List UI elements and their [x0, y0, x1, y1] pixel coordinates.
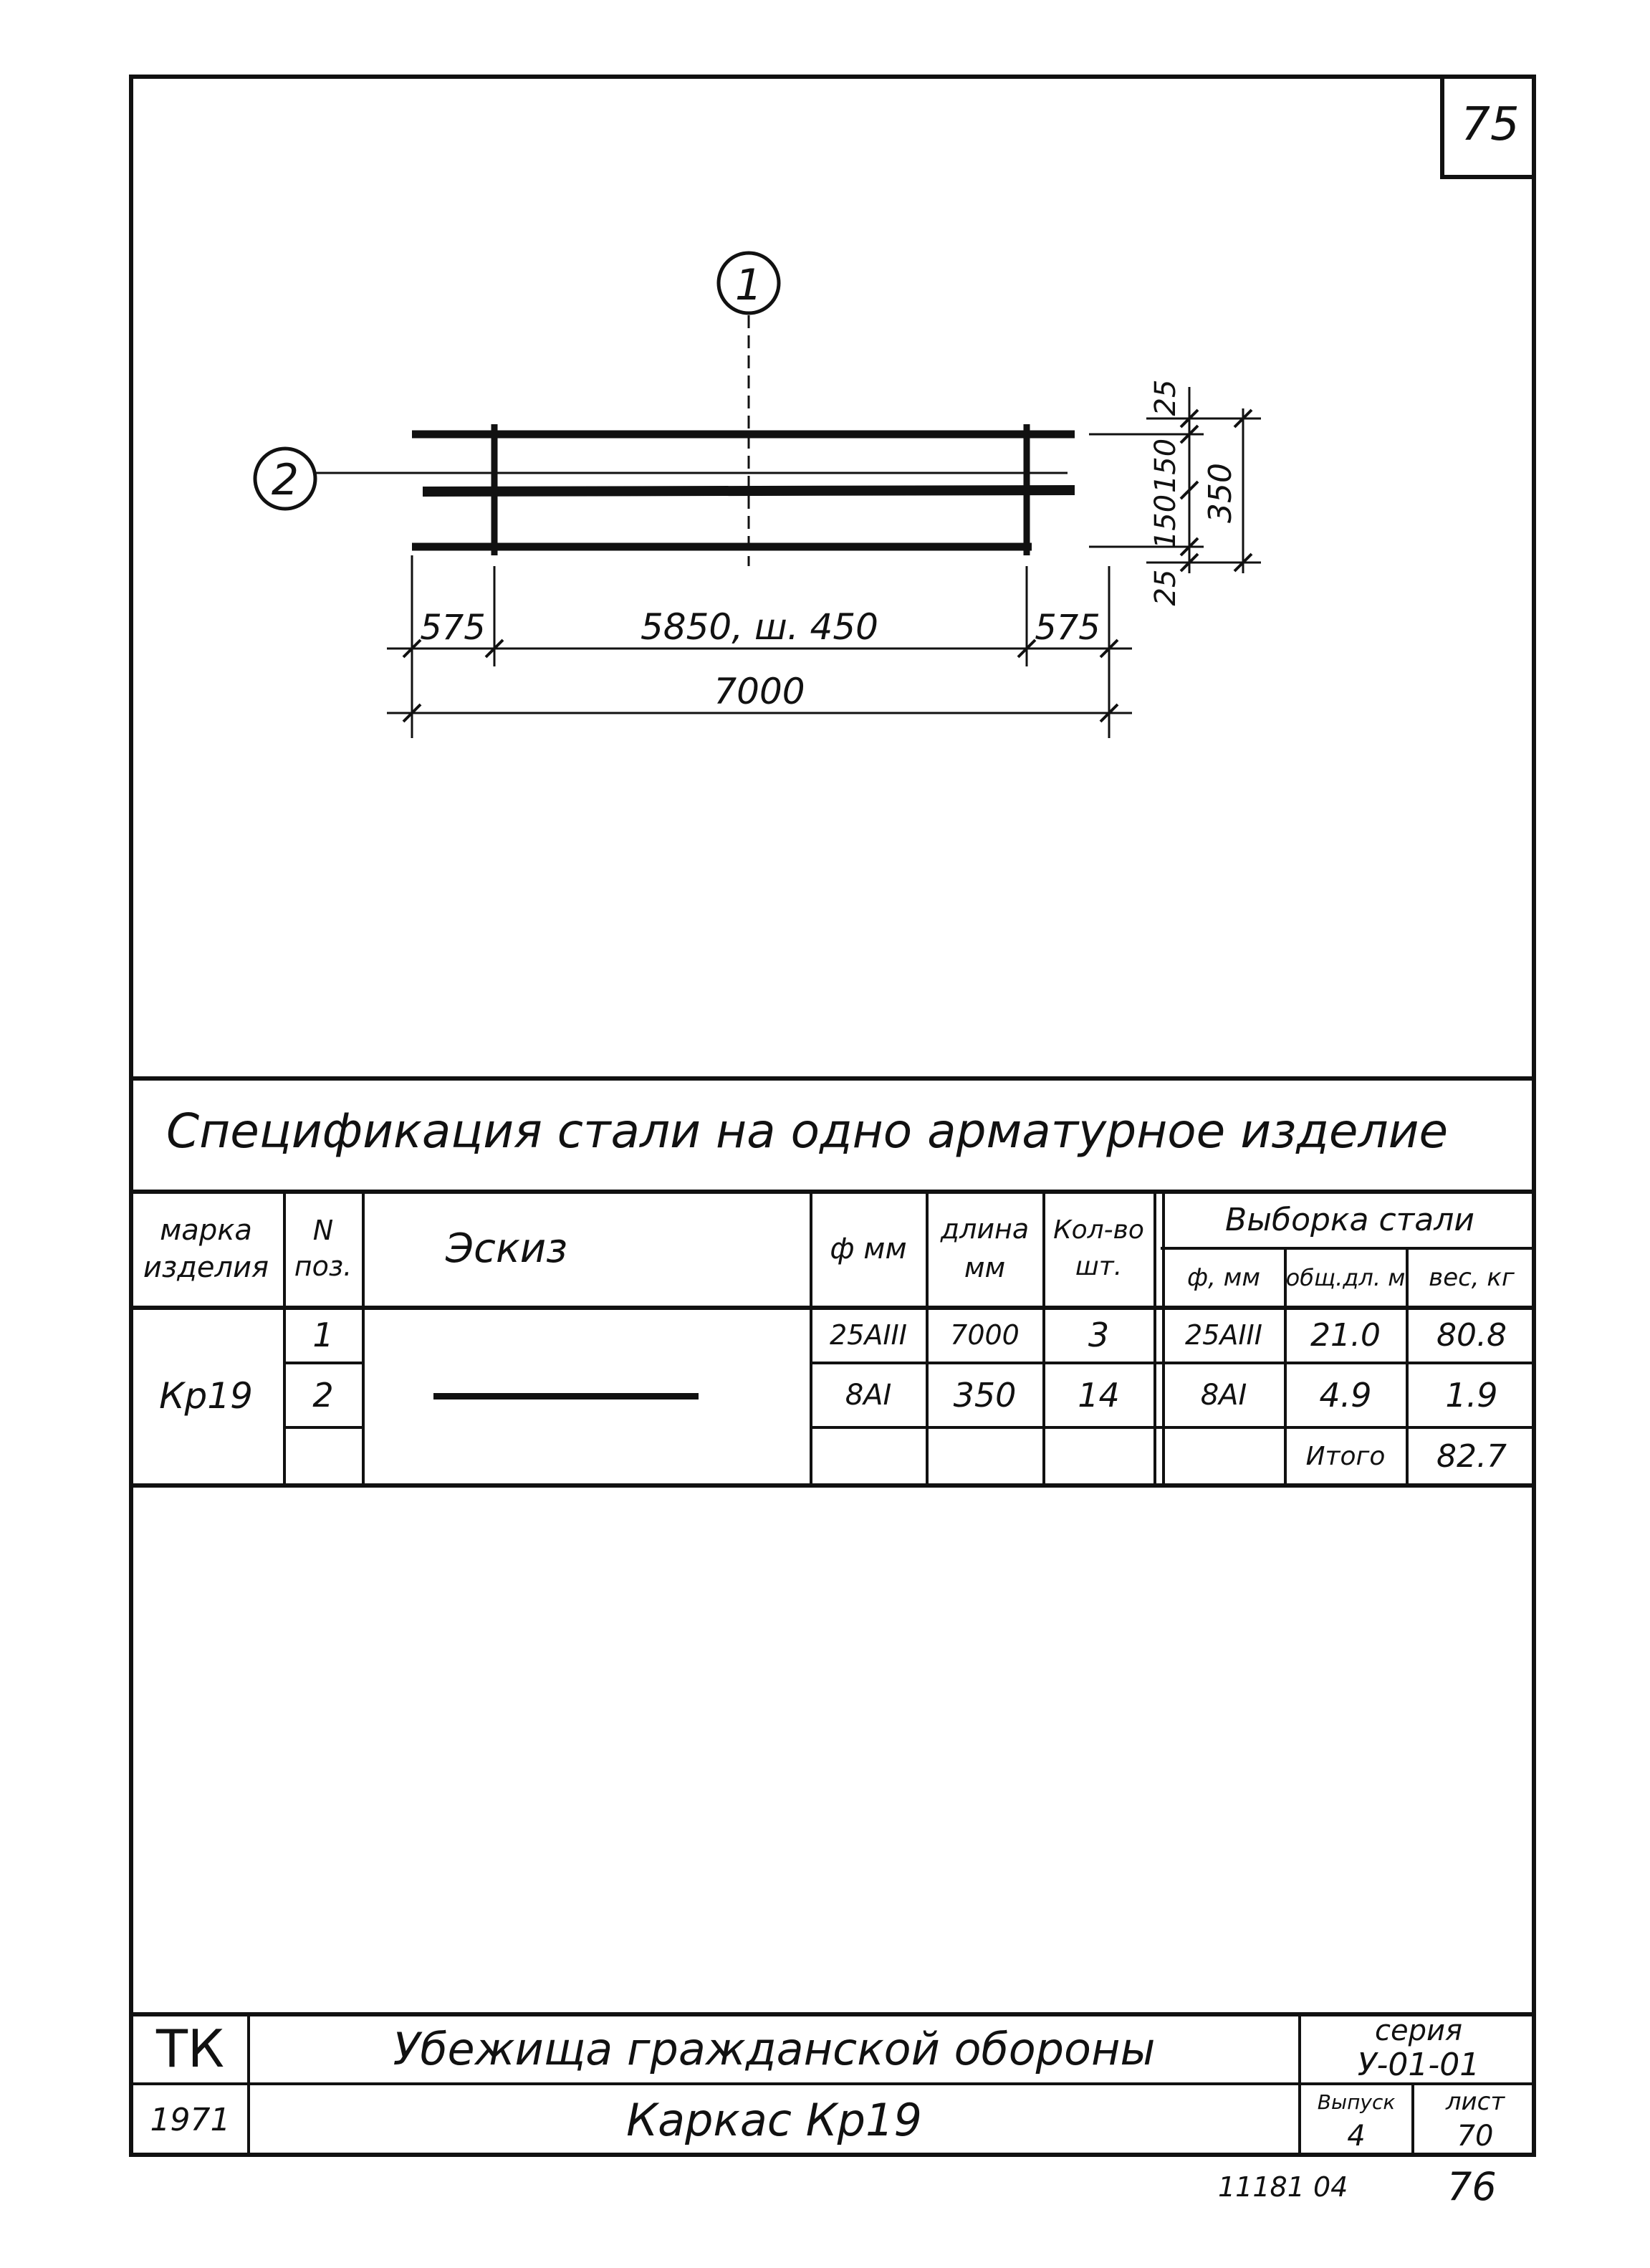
row-1-pos: 1	[312, 1316, 334, 1354]
row-1-count: 3	[1088, 1316, 1110, 1354]
issue-label: Выпуск	[1317, 2090, 1396, 2114]
footer-page: 76	[1447, 2164, 1497, 2209]
dim-left: 575	[420, 608, 486, 648]
header-sel-len: общ.дл. м	[1285, 1264, 1406, 1291]
row-1-sel-dia: 25АIII	[1185, 1319, 1262, 1351]
sheet-number: 75	[1440, 75, 1536, 179]
year: 1971	[150, 2101, 231, 2138]
row-1-dia: 25АIII	[830, 1319, 907, 1351]
header-sketch: Эскиз	[446, 1225, 567, 1272]
row-2-sketch-bar	[433, 1393, 699, 1399]
issue-value: 4	[1347, 2120, 1366, 2153]
row-2-dia: 8АI	[845, 1379, 892, 1412]
header-length: длина мм	[940, 1213, 1030, 1283]
cage-drawing	[0, 0, 1650, 1075]
dim-right: 575	[1035, 608, 1100, 648]
row-1-sel-len: 21.0	[1310, 1316, 1381, 1354]
footer-code: 11181 04	[1218, 2171, 1348, 2203]
dim-v-upper: 150	[1149, 438, 1182, 494]
dim-v-top: 25	[1149, 379, 1182, 416]
header-mark: марка изделия	[143, 1213, 269, 1284]
bar-middle	[423, 490, 1075, 492]
dim-middle: 5850, ш. 450	[640, 606, 879, 648]
total-value: 82.7	[1436, 1437, 1507, 1475]
callout-1-label: 1	[734, 260, 763, 310]
row-2-sel-len: 4.9	[1319, 1376, 1372, 1415]
header-sel-weight: вес, кг	[1429, 1263, 1515, 1292]
dim-v-bottom: 25	[1149, 569, 1182, 606]
series-label: серия	[1374, 2014, 1463, 2047]
header-selection: Выборка стали	[1225, 1202, 1474, 1238]
dim-total: 7000	[714, 671, 805, 712]
project-title: Убежища гражданской обороны	[393, 2022, 1156, 2075]
drawing-name: Каркас Кр19	[626, 2093, 922, 2146]
dim-v-total: 350	[1202, 463, 1239, 523]
total-label: Итого	[1305, 1441, 1386, 1471]
row-1-length: 7000	[950, 1319, 1020, 1351]
row-2-length: 350	[953, 1376, 1017, 1415]
header-count: Кол-во шт.	[1053, 1215, 1144, 1281]
row-2-sel-weight: 1.9	[1445, 1376, 1498, 1415]
callout-2-label: 2	[271, 455, 299, 505]
spec-title: Спецификация стали на одно арматурное изделие	[166, 1104, 1449, 1159]
mark-value: Кр19	[159, 1375, 253, 1417]
row-2-count: 14	[1078, 1376, 1120, 1415]
header-dia: ф мм	[830, 1232, 907, 1265]
row-2-sel-dia: 8АI	[1200, 1379, 1247, 1412]
sheet-value: 70	[1457, 2120, 1494, 2153]
row-1-sel-weight: 80.8	[1436, 1316, 1507, 1354]
header-sel-dia: ф, мм	[1187, 1263, 1260, 1292]
series-value: У-01-01	[1357, 2046, 1480, 2083]
dim-v-lower: 150	[1149, 494, 1182, 550]
row-2-pos: 2	[312, 1376, 334, 1415]
org-code: ТК	[155, 2019, 225, 2079]
sheet-label: лист	[1445, 2087, 1505, 2116]
header-pos: N поз.	[294, 1215, 352, 1282]
